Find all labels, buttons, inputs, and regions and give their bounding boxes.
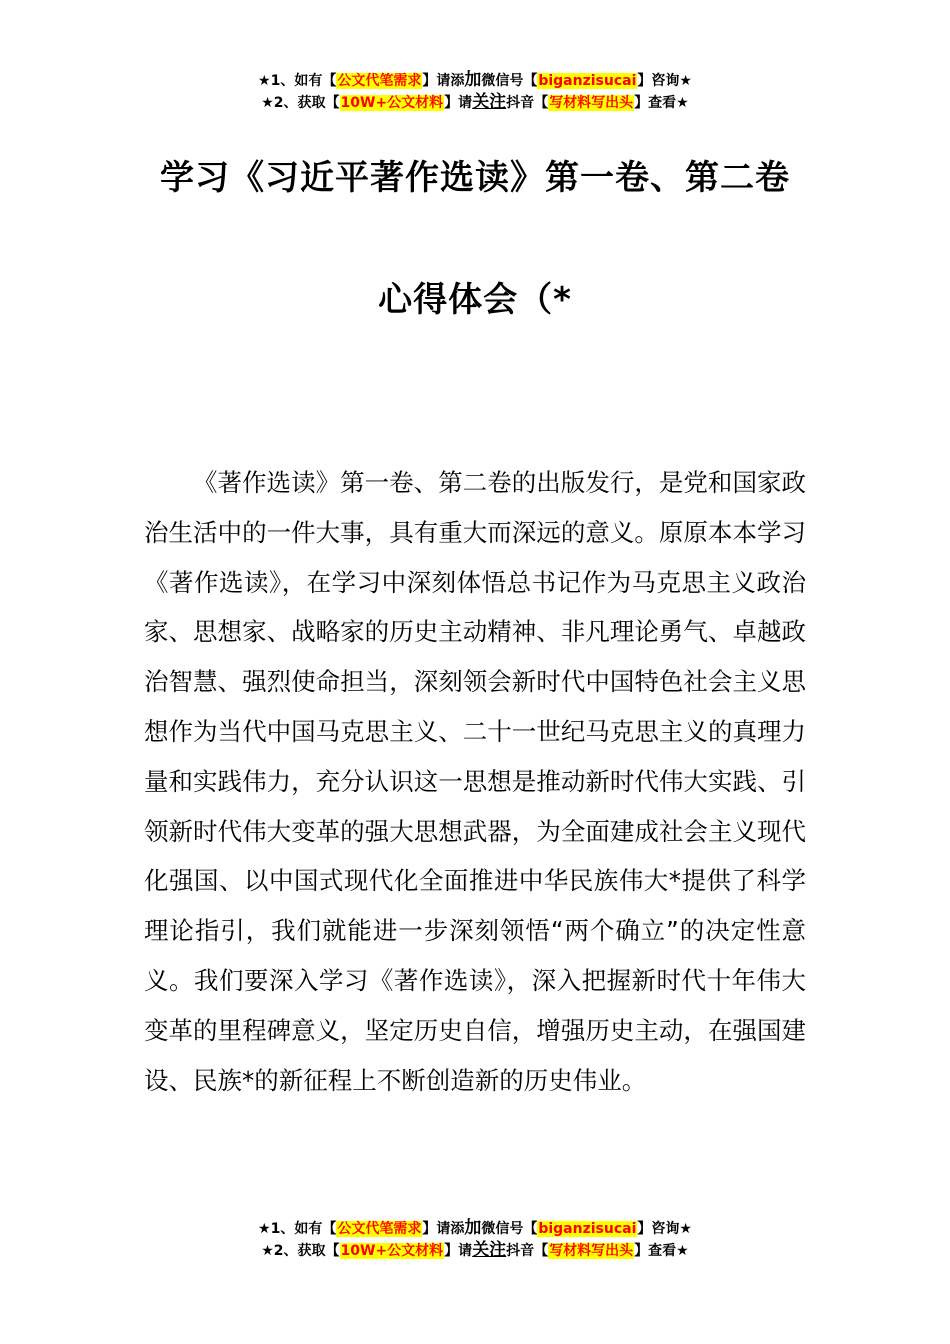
document-title-line-2: 心得体会（* bbox=[378, 280, 572, 320]
highlight-tag: 公文代笔需求 bbox=[337, 73, 422, 89]
banner-emphasis: 加 bbox=[464, 1218, 482, 1238]
banner-text: 抖音【 bbox=[506, 1243, 549, 1259]
banner-text: 】请添 bbox=[422, 73, 465, 89]
highlight-tag: biganzisucai bbox=[538, 73, 637, 89]
banner-text: 】请 bbox=[444, 95, 473, 111]
highlight-tag: 写材料写出头 bbox=[549, 1243, 634, 1259]
footer-banner bbox=[0, 1217, 950, 1261]
highlight-tag: biganzisucai bbox=[538, 1221, 637, 1237]
banner-text: 】请 bbox=[444, 1243, 473, 1259]
document-title-line-1: 学习《习近平著作选读》第一卷、第二卷 bbox=[160, 158, 790, 198]
header-banner-line-1 bbox=[0, 69, 950, 91]
highlight-tag: 10W+公文材料 bbox=[340, 95, 444, 111]
footer-banner-line-1 bbox=[0, 1217, 950, 1239]
banner-text: ★2、获取【 bbox=[261, 95, 340, 111]
highlight-tag: 公文代笔需求 bbox=[337, 1221, 422, 1237]
banner-text: 微信号【 bbox=[481, 73, 538, 89]
banner-text: 】查看★ bbox=[634, 95, 689, 111]
banner-text: ★1、如有【 bbox=[258, 1221, 337, 1237]
banner-text: 】咨询★ bbox=[637, 73, 692, 89]
body-paragraph: 《著作选读》第一卷、第二卷的出版发行，是党和国家政治生活中的一件大事，具有重大而深远的意义。原原本本学习《著作选读》，在学习中深刻体悟总书记作为马克思主义政治家、思想家、战略家的历史主动精神、非凡理论勇气、卓越政治智慧、强烈使命担当，深刻领会新时代中国特色社会主义思想作为当代中国马克思主义、二十一世纪马克思主义的真理力量和实践伟力，充分认识这一思想是推动新时代伟大实践、引领新时代伟大变革的强大思想武器，为全面建成社会主义现代化强国、以中国式现代化全面推进中华民族伟大*提供了科学理论指引，我们就能进一步深刻领悟“两个确立”的决定性意义。我们要深入学习《著作选读》，深入把握新时代十年伟大变革的里程碑意义，坚定历史自信，增强历史主动，在强国建设、民族*的新征程上不断创造新的历史伟业。 bbox=[144, 468, 806, 1095]
highlight-tag: 10W+公文材料 bbox=[340, 1243, 444, 1259]
banner-text: 】查看★ bbox=[634, 1243, 689, 1259]
footer-banner-line-2 bbox=[0, 1239, 950, 1261]
header-banner-line-2 bbox=[0, 91, 950, 113]
banner-text: 】咨询★ bbox=[637, 1221, 692, 1237]
banner-emphasis: 关注 bbox=[472, 92, 507, 112]
banner-text: 微信号【 bbox=[481, 1221, 538, 1237]
banner-emphasis: 加 bbox=[464, 70, 482, 90]
banner-text: ★1、如有【 bbox=[258, 73, 337, 89]
banner-text: 】请添 bbox=[422, 1221, 465, 1237]
banner-text: 抖音【 bbox=[506, 95, 549, 111]
header-banner bbox=[0, 69, 950, 113]
highlight-tag: 写材料写出头 bbox=[549, 95, 634, 111]
banner-emphasis: 关注 bbox=[472, 1240, 507, 1260]
banner-text: ★2、获取【 bbox=[261, 1243, 340, 1259]
